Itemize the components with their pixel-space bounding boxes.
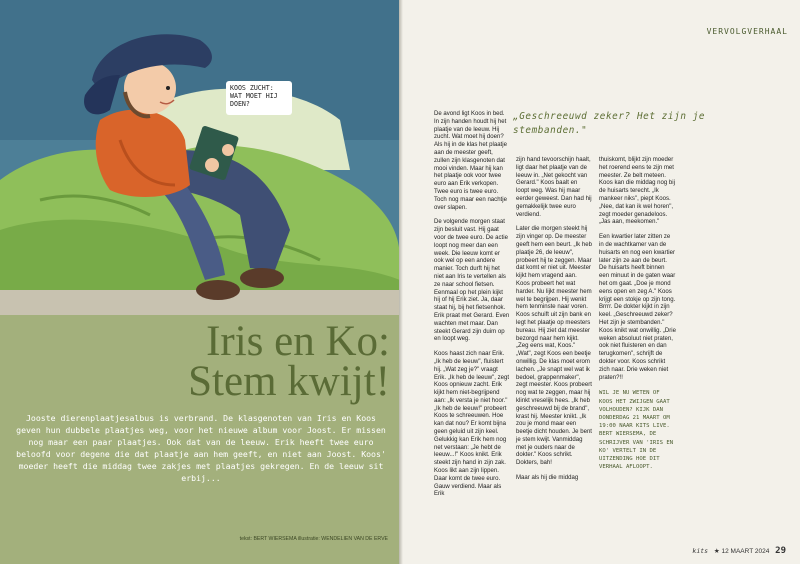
credits: tekst: BERT WIERSEMA illustratie: WENDELIEN VAN DE ERVE	[239, 536, 388, 542]
paragraph: De avond ligt Koos in bed. In zijn handen houdt hij het plaatje van de leeuw. Hij zucht. Wat moet hij doen? Als hij in de klas het plaatje aan de meester geeft, zullen zijn klasgenoten dat mooi vinden. Maar hij kan het plaatje ook voor twee euro aan Erik verkopen. Twee euro is twee euro. Toch nog maar een nachtje over slapen.	[434, 111, 507, 211]
text-column-1	[434, 111, 510, 506]
paragraph: Maar als hij die middag	[516, 475, 579, 482]
right-page	[403, 0, 800, 564]
boy-in-bed-illustration	[0, 0, 400, 315]
text-column-2	[516, 157, 592, 490]
page-footer	[692, 546, 786, 556]
paragraph: Een kwartier later zitten ze in de wachtkamer van de huisarts en nog een kwartier later zijn ze aan de beurt. De huisarts heeft binnen een minuut in de gaten waar het om gaat. „Doe je mond eens open en zeg A." Koos krijgt een stokje op zijn tong. Brrrr. De dokter kijkt in zijn keel. „Geschreeuwd zeker? Het zijn je stembanden." Koos knikt wat onwillig. „Drie weken absoluut niet praten, ook niet fluisteren en dan terugkomen", schrijft de dokter voor. Koos schrikt zich naar. Drie weken niet praten?!!	[599, 234, 676, 381]
text-column-3	[599, 157, 676, 471]
magazine-logo: kits	[692, 547, 709, 555]
speech-bubble: KOOS ZUCHT: WAT MOET HIJ DOEN?	[226, 81, 292, 115]
issue-date: ★ 12 MAART 2024	[713, 548, 770, 555]
paragraph: zijn hand tevoorschijn haalt, ligt daar het plaatje van de leeuw in. „Net gekocht van Gerard." Koos baalt en loopt weg. Was hij maar eerder geweest. Dan had hij gemakkelijk twee euro verdiend.	[516, 157, 592, 218]
pull-quote: „Geschreeuwd zeker? Het zijn je stembanden."	[513, 111, 706, 136]
intro-text: Jooste dierenplaatjesalbus is verbrand. De klasgenoten van Iris en Koos geven hun dubbele plaatjes weg, voor het nieuwe album voor Joost. Er missen nog maar een paar plaatjes. Ook dat van de leeuw. Erik heeft twee euro beloofd voor degene die dat plaatje aan hem geeft, en niet aan Joost. Koos' moeder heeft die middag twee zakjes met plaatjes gekregen. En de leeuw sit erbij...	[16, 413, 386, 483]
paragraph: thuiskomt, blijkt zijn moeder het roerend eens te zijn met meester. Ze belt meteen. Koos kan die middag nog bij de huisarts terecht. „Ik mankeer niks", piept Koos. „Nee, dat kan ik wel horen", zegt moeder genadeloos. „Jas aan, meekomen."	[599, 157, 675, 226]
paragraph: De volgende morgen staat zijn besluit vast. Hij gaat voor de twee euro. De actie loopt nog meer dan een week. Die leeuw komt er ook wel op een andere manier. Toch durft hij het niet aan Iris te vertellen als ze naar school fietsen. Eenmaal op het plein kijkt hij of hij Erik ziet. Ja, daar staat hij, bij het fietsenhok. Erik praat met Gerard. Even wachten met maar. Dan steekt Gerard zijn duim op en loopt weg.	[434, 219, 510, 343]
paragraph: Later die morgen steekt hij zijn vinger op. De meester geeft hem een beurt. „Ik heb plaatje 26, de leeuw", probeert hij te zeggen. Maar dat komt er niet uit. Meester kijkt hem vragend aan. Koos probeert het wat harder. Nu lijkt meester hem wel te begrijpen. Hij wenkt hem tenminste naar voren. Koos schuift uit zijn bank en legt het plaatje op meesters bureau. Hij ziet dat meester bezorgd naar hem kijkt. „Zeg eens wat, Koos." „Wat", zegt Koos een beetje onwillig. De klas moet erom lachen. „Je snapt wel wat ik bedoel, grappenmaker", zegt meester. Koos probeert nog wat te zeggen, maar hij klinkt vreselijk hees. „Ik heb geschreeuwd bij de brand", krast hij. Meester knikt. „Ik zou je mond maar een beetje dicht houden. Je bent je stem kwijt. Vanmiddag met je ouders naar de dokter." Koos schrikt. Dokters, bah!	[516, 226, 592, 467]
section-label: VERVOLGVERHAAL	[706, 27, 788, 36]
broadcast-note: WIL JE NU WETEN OF KOOS HET ZWIJGEN GAAT VOLHOUDEN? KIJK DAN DONDERDAG 21 MAART OM 19:00 NAAR KITS LIVE. BERT WIERSEMA, DE SCHRIJVER VAN 'IRIS EN KO' VERTELT IN DE UITZENDING HOE DIT VERHAAL AFLOOPT.	[599, 390, 674, 471]
paragraph: Koos haast zich naar Erik. „Ik heb de leeuw", fluistert hij. „Wat zeg je?" vraagt Erik. „Ik heb de leeuw", zegt Koos opnieuw zacht. Erik kijkt hem niet-begrijpend aan: „Ik versta je niet hoor." „Ik heb de leeuw!" probeert Koos te schreeuwen. Hoe kan dat nou? Er komt bijna geen geluid uit zijn keel. Gelukkig kan Erik hem nog net verstaan: „Je hebt de leeuw...!" Koos knikt. Erik steekt zijn hand in zijn zak. Koos likt aan zijn lippen. Daar komt de twee euro. Gauw verdiend. Maar als Erik	[434, 351, 510, 498]
illustration	[0, 0, 400, 315]
title-line-1: Iris en Ko:	[206, 318, 390, 365]
page-number: 29	[775, 546, 786, 556]
story-title	[150, 318, 390, 405]
title-line-2: Stem kwijt!	[188, 358, 390, 405]
